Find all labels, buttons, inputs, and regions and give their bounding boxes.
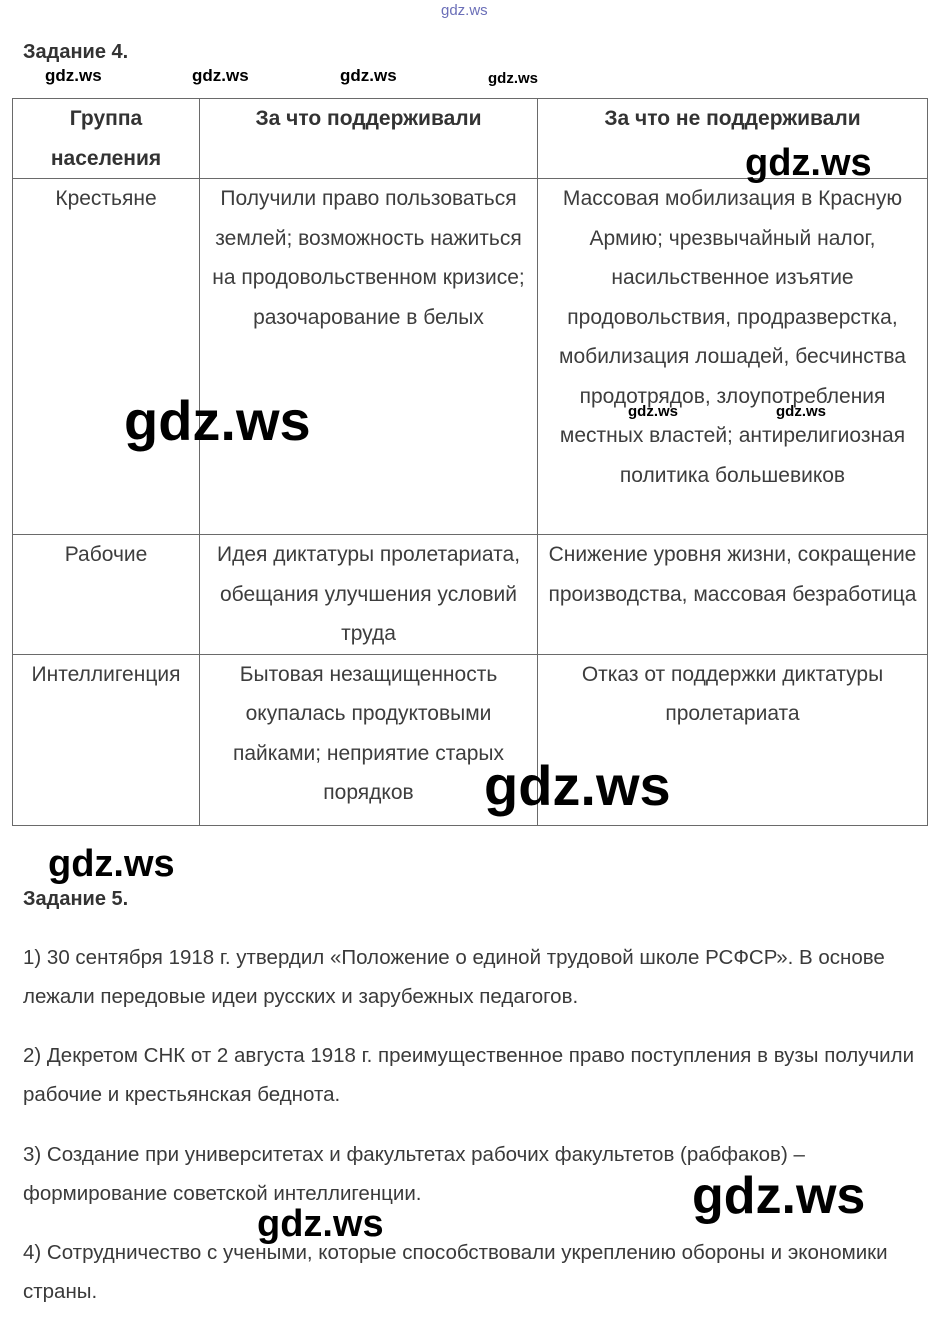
table-row: [13, 535, 928, 655]
cell-support: Получили право пользоваться землей; возможность нажиться на продовольственном кризисе; разочарование в белых: [200, 179, 538, 535]
watermark: gdz.ws: [692, 1167, 866, 1225]
cell-group: Крестьяне: [13, 179, 200, 535]
table-row: [13, 654, 928, 825]
cell-no-support: Снижение уровня жизни, сокращение производства, массовая безработица: [538, 535, 928, 655]
header-no-support: За что не поддерживали: [538, 99, 928, 179]
watermark: gdz.ws: [192, 66, 249, 85]
header-group: Группа населения: [13, 99, 200, 179]
watermark: gdz.ws: [257, 1203, 384, 1245]
watermark: gdz.ws: [45, 66, 102, 85]
cell-group: Рабочие: [13, 535, 200, 655]
watermark-top: gdz.ws: [441, 2, 488, 19]
watermark: gdz.ws: [48, 843, 175, 885]
watermark: gdz.ws: [745, 142, 872, 184]
watermark: gdz.ws: [340, 66, 397, 85]
task5-heading: Задание 5.: [23, 888, 129, 910]
task5-item: 2) Декретом СНК от 2 августа 1918 г. преимущественное право поступления в вузы получили рабочие и крестьянская беднота.: [23, 1044, 915, 1106]
header-support: За что поддерживали: [200, 99, 538, 179]
cell-group: Интеллигенция: [13, 654, 200, 825]
watermark: gdz.ws: [776, 403, 827, 420]
watermark: gdz.ws: [484, 754, 671, 817]
cell-support: Идея диктатуры пролетариата, обещания улучшения условий труда: [200, 535, 538, 655]
cell-no-support: Отказ от поддержки диктатуры пролетариата: [538, 654, 928, 825]
table-row: [13, 179, 928, 535]
task5-item: 3) Создание при университетах и факультетах рабочих факультетов (рабфаков) – формирование советской интеллигенции.: [23, 1143, 805, 1205]
task4-heading: Задание 4.: [23, 41, 129, 63]
watermark: gdz.ws: [124, 389, 311, 452]
task5-item: 1) 30 сентября 1918 г. утвердил «Положение о единой трудовой школе РСФСР». В основе лежали передовые идеи русских и зарубежных педагогов.: [23, 946, 885, 1008]
watermark: gdz.ws: [628, 403, 679, 420]
cell-support: Бытовая незащищенность окупалась продуктовыми пайками; неприятие старых порядков: [200, 654, 538, 825]
cell-no-support: Массовая мобилизация в Красную Армию; чрезвычайный налог, насильственное изъятие продовольствия, продразверстка, мобилизация лошадей, бесчинства продотрядов, злоупотребления местных властей; антирелигиозная политика большевиков: [538, 179, 928, 535]
watermark: gdz.ws: [488, 70, 539, 87]
support-table: [12, 98, 928, 826]
task5-item: 4) Сотрудничество с учеными, которые способствовали укреплению обороны и экономики страны.: [23, 1241, 888, 1303]
